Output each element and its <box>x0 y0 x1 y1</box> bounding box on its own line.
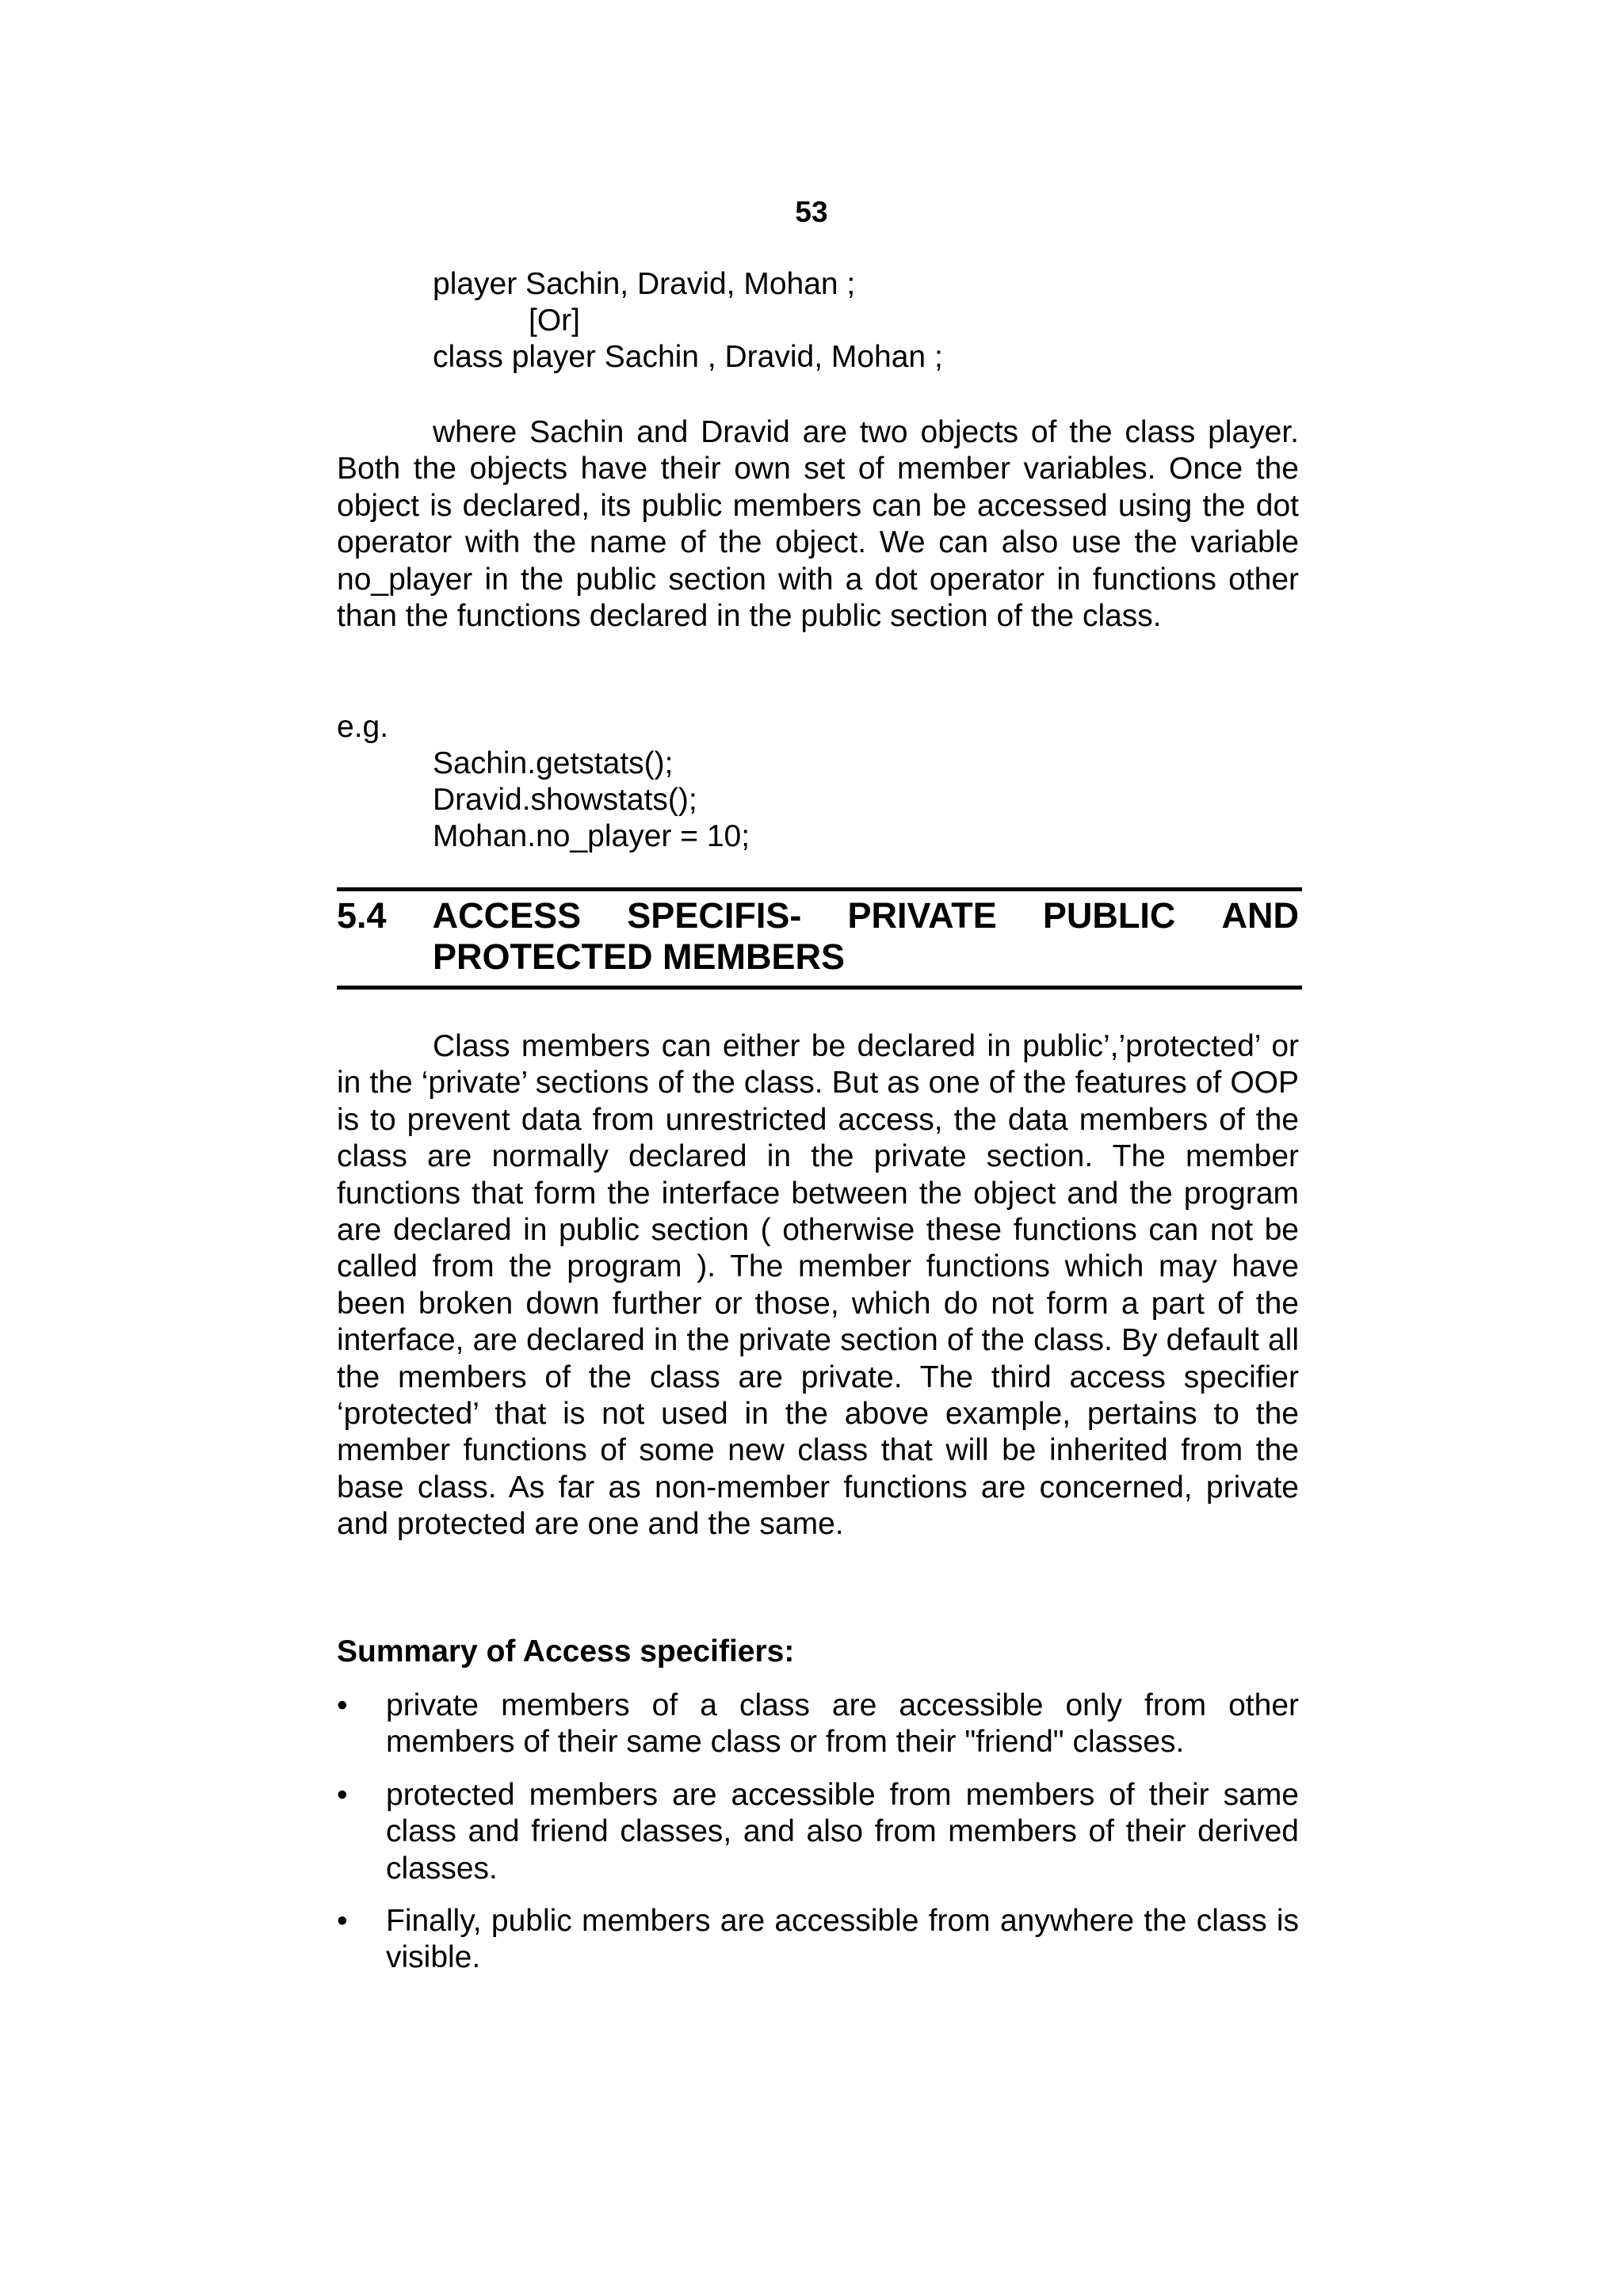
paragraph-objects-text: where Sachin and Dravid are two objects of the class player. Both the objects have their own set of member variables. Once the object is declared, its public members can be accessed using the dot operator with the name of the object. We can also use the variable no_player in the public section with a dot operator in functions other than the functions declared in the public section of the class. <box>337 415 1299 634</box>
summary-item-text: private members of a class are accessible only from other members of their same class or from their "friend" classes. <box>386 1688 1299 1760</box>
page-number: 53 <box>795 196 828 228</box>
section-title-word: AND <box>1221 895 1299 936</box>
example-label: e.g. <box>337 710 389 744</box>
example-line: Sachin.getstats(); <box>433 746 674 780</box>
bullet-icon: • <box>337 1778 348 1812</box>
summary-item-text: protected members are accessible from members of their same class and friend classes, and also from members of their derived classes. <box>386 1778 1299 1886</box>
example-line: Mohan.no_player = 10; <box>433 819 750 853</box>
summary-heading: Summary of Access specifiers: <box>337 1634 795 1669</box>
section-title-word: SPECIFIS- <box>627 895 802 936</box>
summary-item <box>337 1777 1299 1887</box>
section-rule-top <box>337 887 1302 891</box>
paragraph-access-text: Class members can either be declared in public’,’protected’ or in the ‘private’ sections of the class. But as one of the features of OOP is to prevent data from unrestricted access, the data members of the class are normally declared in the private section. The member functions that form the interface between the object and the program are declared in public section ( otherwise these functions can not be called from the program ). The member functions which may have been broken down further or those, which do not form a part of the interface, are declared in the private section of the class. By default all the members of the class are private. The third access specifier ‘protected’ that is not used in the above example, pertains to the member functions of some new class that will be inherited from the base class. As far as non-member functions are concerned, private and protected are one and the same. <box>337 1029 1299 1542</box>
section-title-word: ACCESS <box>432 895 582 936</box>
paragraph-objects <box>337 414 1299 635</box>
declaration-line: class player Sachin , Dravid, Mohan ; <box>433 340 943 374</box>
section-heading-line1 <box>337 895 1299 936</box>
section-rule-bottom <box>337 986 1302 990</box>
example-line: Dravid.showstats(); <box>433 783 697 817</box>
declaration-line: [Or] <box>529 303 580 338</box>
bullet-icon: • <box>337 1904 348 1938</box>
section-number: 5.4 <box>337 895 387 936</box>
section-title-word: PRIVATE <box>847 895 997 936</box>
paragraph-access <box>337 1028 1299 1543</box>
section-heading <box>337 895 1299 978</box>
declaration-line: player Sachin, Dravid, Mohan ; <box>433 267 856 301</box>
section-heading-line2: PROTECTED MEMBERS <box>433 936 846 977</box>
summary-item-text: Finally, public members are accessible from anywhere the class is visible. <box>386 1904 1299 1975</box>
bullet-icon: • <box>337 1688 348 1722</box>
section-title-word: PUBLIC <box>1042 895 1176 936</box>
summary-item <box>337 1688 1299 1761</box>
summary-item <box>337 1903 1299 1977</box>
